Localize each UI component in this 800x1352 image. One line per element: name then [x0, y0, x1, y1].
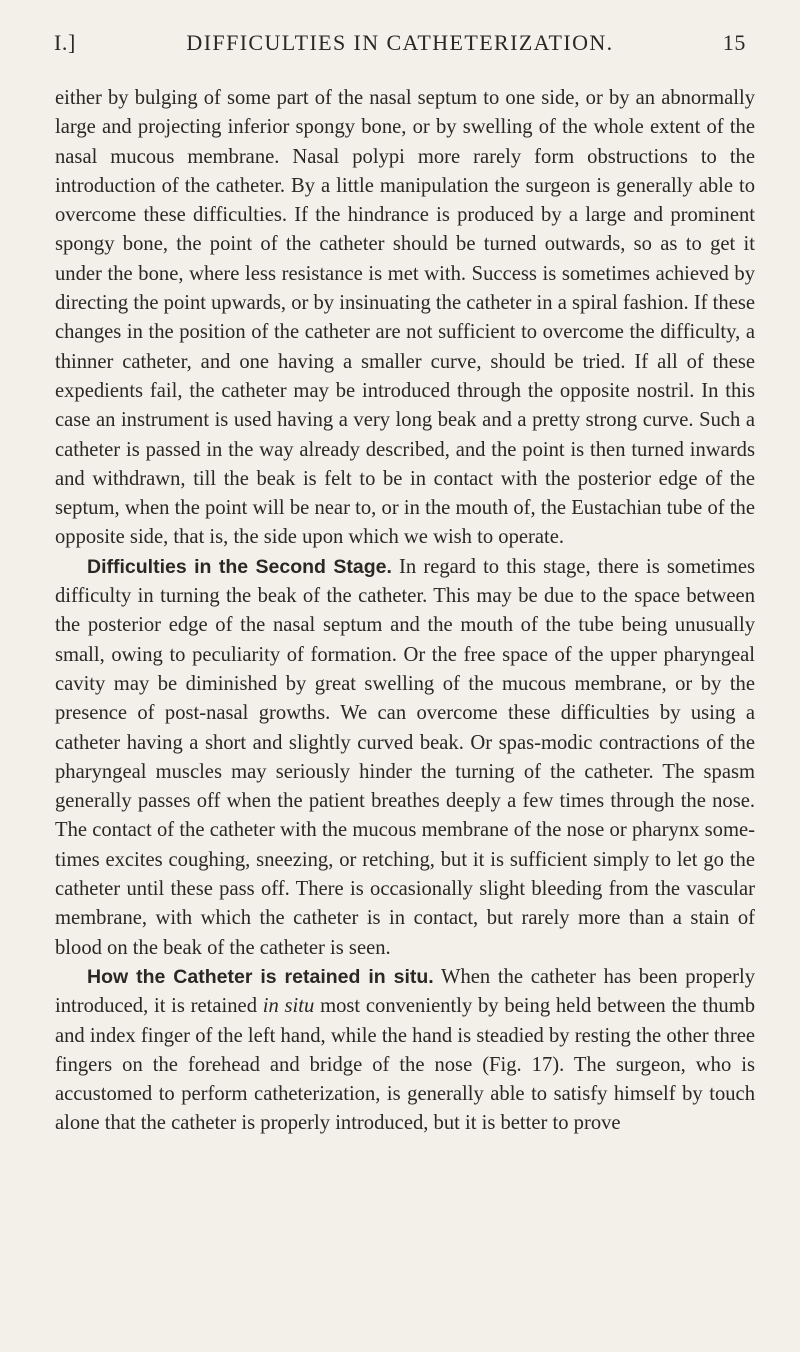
running-title: DIFFICULTIES IN CATHETERIZATION. [186, 30, 614, 55]
italic-phrase: in situ [262, 995, 315, 1018]
paragraph-retained-text-part2: most conveniently by being held between the thumb and index finger of the left hand, while the hand is steadied by resting the other three fingers on the forehead and bridge of the nose (Fig. 17). The surgeon, who is accustomed to perform catheterization, is generally able to satisfy himself by touch alone that the catheter is properly introduced, but it is better to prove [55, 995, 756, 1135]
paragraph-continued: either by bulging of some part of the nasal septum to one side, or by an abnormally large and projecting inferior spongy bone, or by swelling of the whole extent of the nasal mucous membrane. Nasal polypi more rarely form obstructions to the introduction of the catheter. By a little manipulation the surgeon is generally able to overcome these difficulties. If the hindrance is produced by a large and prominent spongy bone, the point of the catheter should be turned outwards, so as to get it under the bone, where less resistance is met with. Success is sometimes achieved by directing the point upwards, or by insinuating the catheter in a spiral fashion. If these changes in the position of the catheter are not sufficient to overcome the difficulty, a thinner catheter, and one having a smaller curve, should be tried. If all of these expedients fail, the catheter may be introduced through the opposite nostril. In this case an instrument is used having a very long beak and a pretty strong curve. Such a catheter is passed in the way already described, and the point is then turned inwards and withdrawn, till the beak is felt to be in contact with the posterior edge of the septum, when the point will be near to, or in the mouth of, the Eustachian tube of the opposite side, that is, the side upon which we wish to operate. [55, 87, 755, 549]
body-text [55, 84, 755, 1139]
paragraph-retained-text-part1: When the catheter has been properly introduced, it is retained [55, 965, 756, 1018]
section-heading-retained-in-situ: How the Catheter is retained in situ. [87, 965, 434, 988]
paragraph-second-stage-text: In regard to this stage, there is sometimes difficulty in turning the beak of the catheter. This may be due to the space between the posterior edge of the nasal septum and the mouth of the tube being unusually small, owing to peculiarity of formation. Or the free space of the upper pharyngeal cavity may be diminished by great swelling of the mucous membrane, or by the presence of post-nasal growths. We can overcome these difficulties by using a catheter having a short and slightly curved beak. Or spas-modic contractions of the pharyngeal muscles may seriously hinder the turning of the catheter. The spasm generally passes off when the patient breathes deeply a few times through the nose. The contact of the catheter with the mucous membrane of the nose or pharynx some-times excites coughing, sneezing, or retching, but it is sufficient simply to let go the catheter until these pass off. There is occasionally slight bleeding from the vascular membrane, with which the catheter is in contact, but rarely more than a stain of blood on the beak of the catheter is seen. [55, 555, 756, 959]
running-head [54, 30, 746, 60]
paragraph-second-stage [55, 553, 755, 963]
page-number: 15 [722, 30, 746, 55]
section-heading-second-stage: Difficulties in the Second Stage. [87, 555, 392, 578]
chapter-number: I.] [54, 30, 76, 55]
paragraph-retained-in-situ [55, 963, 755, 1139]
